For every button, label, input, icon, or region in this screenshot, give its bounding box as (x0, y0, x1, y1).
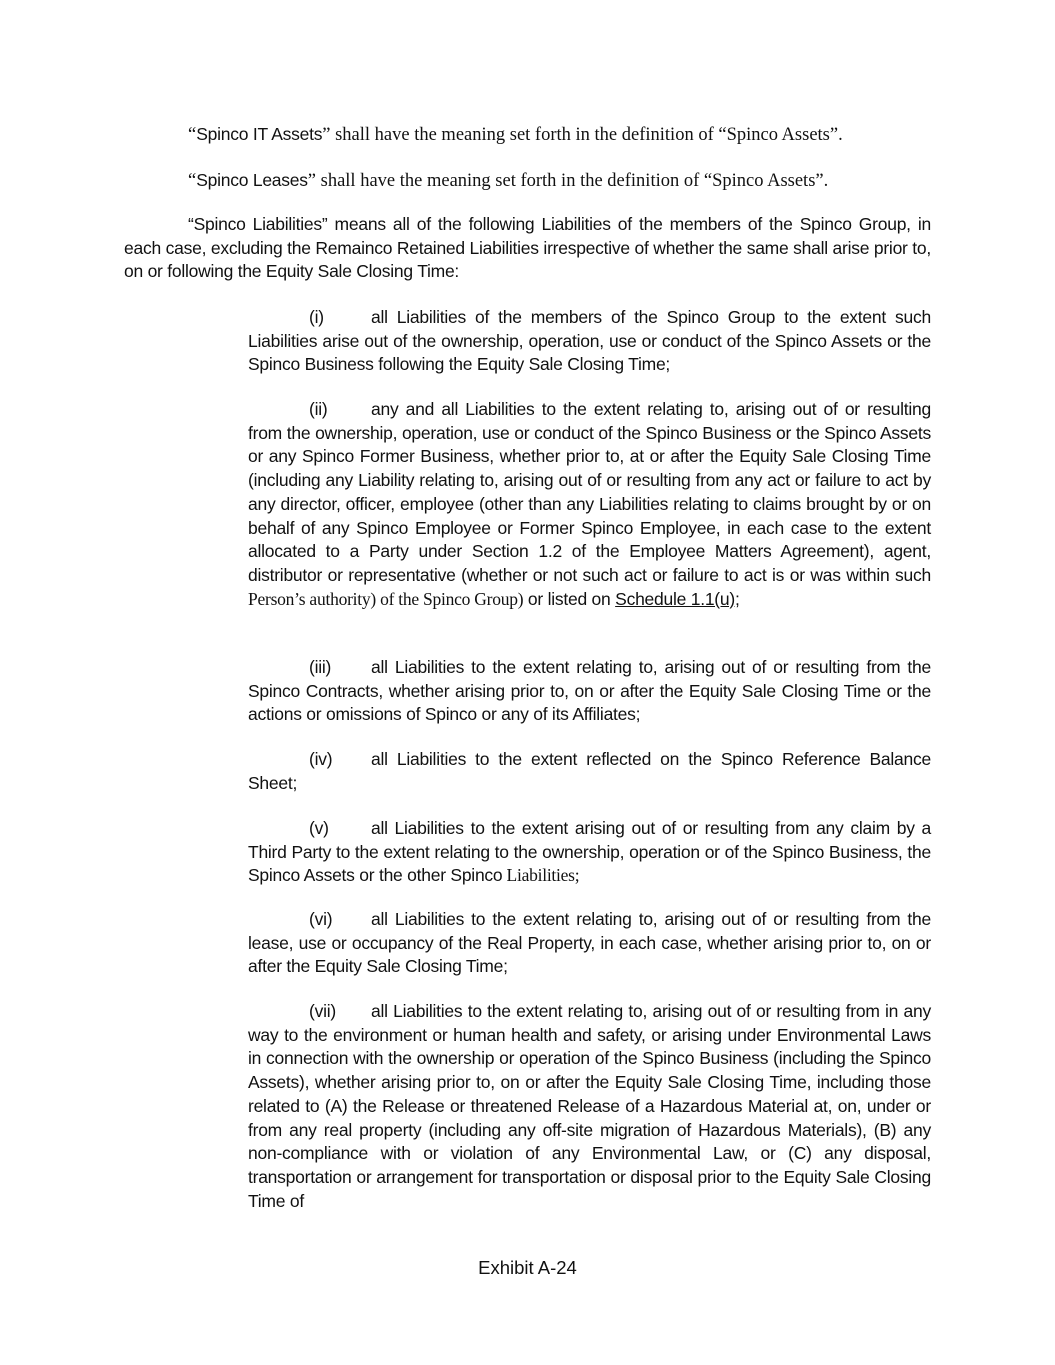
list-item-ii: (ii) any and all Liabilities to the extent relating to, arising out of or resulting from the ownership, operation, use or conduct of the Spinco Business or the Spinco Assets or any Spinco Former Business, whether prior to, at or after the Equity Sale Closing Time (including any Liability relating to, arising out of or resulting from any act or failure to act by any director, officer, employee (other than any Liabilities relating to claims brought by or on behalf of any Spinco Employee or Former Spinco Employee, in each case to the extent allocated to a Party under Section 1.2 of the Employee Matters Agreement), agent, distributor or representative (whether or not such act or failure to act is or was within such Person’s authority) of the Spinco Group) or listed on Schedule 1.1(u); (248, 399, 931, 609)
item-number: (ii) (309, 399, 328, 419)
list-item-i (248, 306, 931, 377)
list-item-vi (248, 908, 931, 979)
list-item-iii (248, 656, 931, 727)
defined-term: Spinco Liabilities (193, 214, 322, 234)
item-text: all Liabilities to the extent arising out of or resulting from any claim by a Third Party to the extent relating to the ownership, operation or of the Spinco Business, the Spinco Assets or the other Spinco (248, 818, 931, 886)
item-number: (i) (309, 307, 324, 327)
definition-spinco-leases: “Spinco Leases” shall have the meaning set forth in the definition of “Spinco Assets”. (188, 170, 829, 191)
definition-text: shall have the meaning set forth in the definition of “Spinco Assets”. (316, 171, 829, 191)
list-item-v (248, 817, 931, 888)
item-number: (iii) (309, 657, 332, 677)
item-text: all Liabilities to the extent reflected on the Spinco Reference Balance Sheet; (248, 749, 931, 793)
item-number: (v) (309, 818, 329, 838)
item-text-after: or listed on (523, 588, 616, 609)
item-number: (vii) (309, 1001, 336, 1021)
definition-text: means all of the following Liabilities of the members of the Spinco Group, in each case, excluding the Remainco Retained Liabilities irrespective of whether the same shall arise prior to, on or following the Equity Sale Closing Time: (124, 214, 931, 282)
item-text-serif: Person’s authority) of the Spinco Group) (248, 588, 524, 609)
item-text: all Liabilities to the extent relating to, arising out of or resulting from the Spinco Contracts, whether arising prior to, on or after the Equity Sale Closing Time or the actions or omissions of Spinco or any of its Affiliates; (248, 657, 931, 725)
item-text: all Liabilities to the extent relating to, arising out of or resulting from in any way to the environment or human health and safety, or arising under Environmental Laws in connection with the ownership or operation of the Spinco Business (including the Spinco Assets), whether arising prior to, on or after the Equity Sale Closing Time, including those related to (A) the Release or threatened Release of a Hazardous Material at, on, under or from any real property (including any off-site migration of Hazardous Materials), (B) any non-compliance with or violation of any Environmental Law, or (C) any disposal, transportation or arrangement for transportation or disposal prior to the Equity Sale Closing Time of (248, 1001, 931, 1211)
item-number: (iv) (309, 749, 333, 769)
definition-spinco-it-assets: “Spinco IT Assets” shall have the meaning set forth in the definition of “Spinco Assets”. (188, 124, 843, 145)
defined-term: Spinco Leases (196, 170, 308, 190)
item-number: (vi) (309, 909, 333, 929)
item-text: all Liabilities to the extent relating to, arising out of or resulting from the lease, use or occupancy of the Real Property, in each case, whether arising prior to, on or after the Equity Sale Closing Time; (248, 909, 931, 977)
defined-term: Spinco IT Assets (196, 124, 323, 144)
list-item-vii (248, 1000, 931, 1213)
definition-spinco-liabilities: “Spinco Liabilities” means all of the following Liabilities of the members of the Spinco Group, in each case, excluding the Remainco Retained Liabilities irrespective of whether the same shall arise prior to, on or following the Equity Sale Closing Time: (124, 214, 931, 282)
page-footer: Exhibit A-24 (478, 1257, 577, 1278)
list-item-iv (248, 748, 931, 795)
definition-text: shall have the meaning set forth in the definition of “Spinco Assets”. (330, 125, 843, 145)
item-text-serif: Liabilities; (502, 865, 580, 886)
item-text: all Liabilities of the members of the Spinco Group to the extent such Liabilities arise out of the ownership, operation, use or conduct of the Spinco Assets or the Spinco Business following the Equity Sale Closing Time; (248, 307, 931, 375)
schedule-link[interactable]: Schedule 1.1(u) (615, 588, 735, 609)
item-text: any and all Liabilities to the extent relating to, arising out of or resulting from the ownership, operation, use or conduct of the Spinco Business or the Spinco Assets or any Spinco Former Business, whether prior to, at or after the Equity Sale Closing Time (including any Liability relating to, arising out of or resulting from any act or failure to act by any director, officer, employee (other than any Liabilities relating to claims brought by or on behalf of any Spinco Employee or Former Spinco Employee, in each case to the extent allocated to a Party under Section 1.2 of the Employee Matters Agreement), agent, distributor or representative (whether or not such act or failure to act is or was within such (248, 399, 931, 585)
